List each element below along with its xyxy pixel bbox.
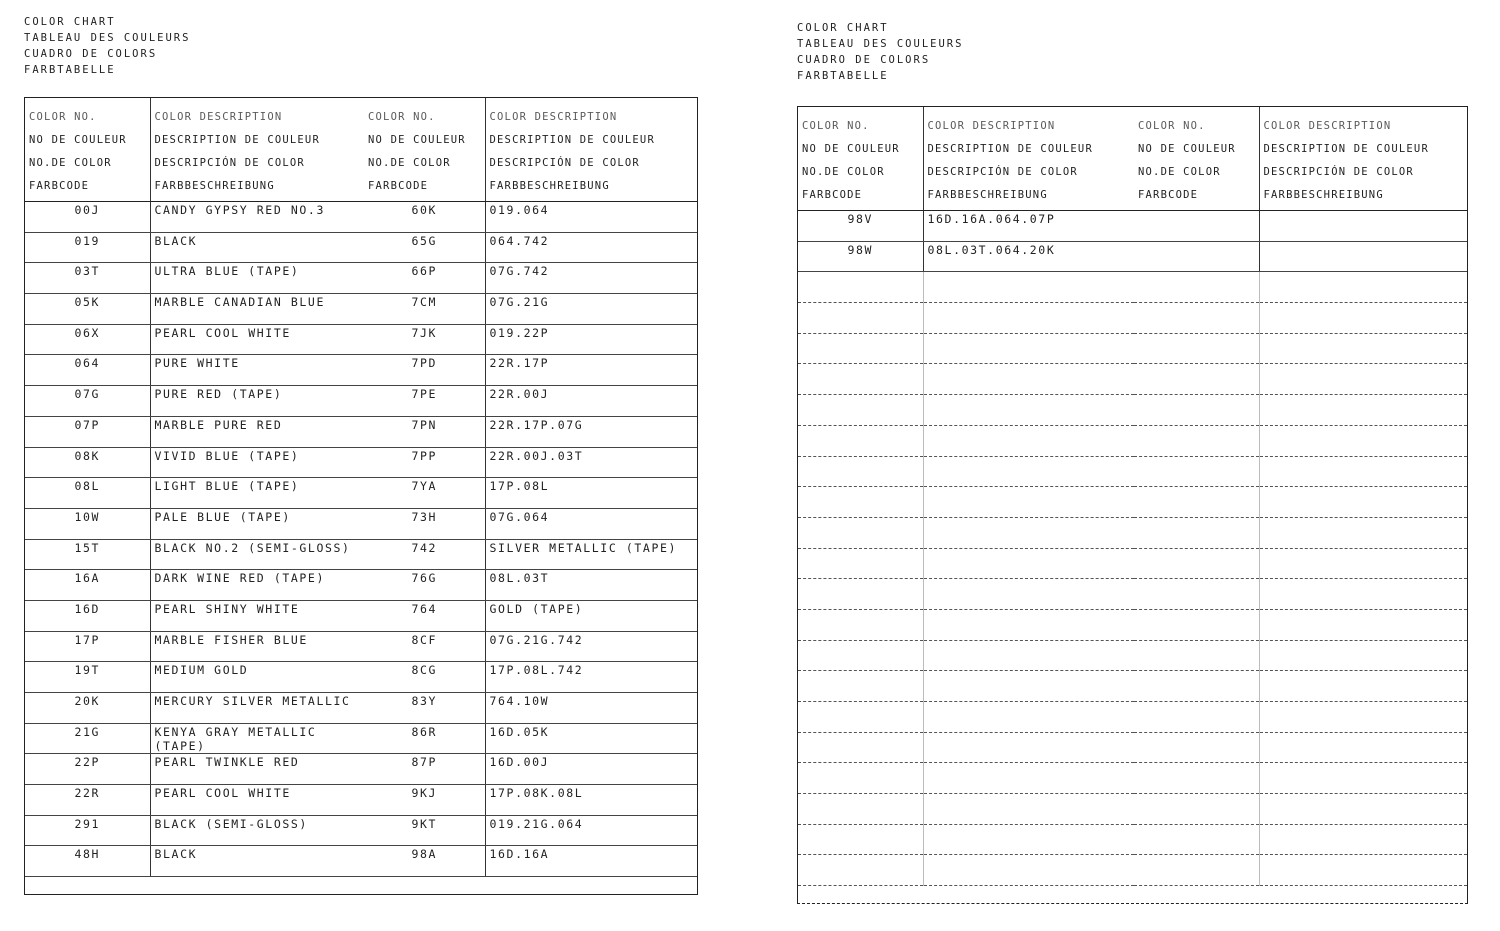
color-code-cell: 7JK xyxy=(364,324,485,355)
table-row xyxy=(25,754,697,785)
color-code-cell xyxy=(1134,517,1259,548)
color-description-cell: DARK WINE RED (TAPE) xyxy=(150,570,364,601)
color-code-cell xyxy=(1134,241,1259,272)
color-description-cell: 07G.742 xyxy=(485,263,697,294)
table-row xyxy=(25,386,697,417)
color-description-cell: MARBLE PURE RED xyxy=(150,416,364,447)
color-description-cell xyxy=(1259,303,1467,334)
color-description-cell: 019.064 xyxy=(485,202,697,233)
color-code-cell: 87P xyxy=(364,754,485,785)
table-row xyxy=(798,640,1467,671)
color-description-cell xyxy=(923,425,1134,456)
color-code-cell xyxy=(1134,763,1259,794)
color-description-cell: 22R.17P xyxy=(485,355,697,386)
color-description-cell xyxy=(923,456,1134,487)
color-code-cell xyxy=(798,763,923,794)
chart-titles-2 xyxy=(797,20,963,84)
color-code-cell: 83Y xyxy=(364,693,485,724)
table-header-row xyxy=(798,107,1467,211)
color-code-cell: 06X xyxy=(25,324,150,355)
color-code-cell xyxy=(1134,702,1259,733)
color-description-cell: PURE WHITE xyxy=(150,355,364,386)
color-code-cell: 20K xyxy=(25,693,150,724)
color-description-cell xyxy=(1259,824,1467,855)
color-code-cell: 21G xyxy=(25,723,150,754)
header-color-description-2: COLOR DESCRIPTION DESCRIPTION DE COULEUR DESCRIPCIÓN DE COLOR FARBBESCHREIBUNG xyxy=(1259,107,1467,211)
color-description-cell: PURE RED (TAPE) xyxy=(150,386,364,417)
header-color-description: COLOR DESCRIPTION DESCRIPTION DE COULEUR DESCRIPCIÓN DE COLOR FARBBESCHREIBUNG xyxy=(150,98,364,202)
color-description-cell: VIVID BLUE (TAPE) xyxy=(150,447,364,478)
color-description-cell xyxy=(923,609,1134,640)
header-color-no-2: COLOR NO. NO DE COULEUR NO.DE COLOR FARBCODE xyxy=(1134,107,1259,211)
table-row xyxy=(25,324,697,355)
color-code-cell xyxy=(1134,487,1259,518)
color-description-cell: PEARL COOL WHITE xyxy=(150,324,364,355)
color-description-cell xyxy=(1259,364,1467,395)
table-row xyxy=(798,517,1467,548)
color-code-cell xyxy=(798,824,923,855)
color-code-cell xyxy=(1134,425,1259,456)
title-de: FARBTABELLE xyxy=(797,70,889,82)
table-row xyxy=(798,732,1467,763)
color-description-cell: 07G.064 xyxy=(485,508,697,539)
table-row xyxy=(25,478,697,509)
table-row xyxy=(25,508,697,539)
color-description-cell xyxy=(1259,609,1467,640)
color-description-cell: MEDIUM GOLD xyxy=(150,662,364,693)
color-code-cell xyxy=(798,794,923,825)
color-description-cell xyxy=(923,548,1134,579)
table-row xyxy=(798,211,1467,242)
color-code-cell xyxy=(798,456,923,487)
color-code-cell xyxy=(798,732,923,763)
color-code-cell: 98W xyxy=(798,241,923,272)
color-description-cell xyxy=(923,702,1134,733)
table-row xyxy=(798,855,1467,886)
title-fr: TABLEAU DES COULEURS xyxy=(24,32,191,44)
color-code-cell xyxy=(798,364,923,395)
color-code-cell xyxy=(798,702,923,733)
color-description-cell: KENYA GRAY METALLIC (TAPE) xyxy=(150,723,364,754)
table-row xyxy=(798,425,1467,456)
color-code-cell xyxy=(1134,579,1259,610)
color-description-cell: 17P.08L xyxy=(485,478,697,509)
color-code-cell: 60K xyxy=(364,202,485,233)
title-de: FARBTABELLE xyxy=(24,64,116,76)
color-code-cell: 7PD xyxy=(364,355,485,386)
table-row xyxy=(25,723,697,754)
color-table-frame xyxy=(24,97,698,895)
color-description-cell: 17P.08K.08L xyxy=(485,785,697,816)
color-description-cell: BLACK (SEMI-GLOSS) xyxy=(150,815,364,846)
color-code-cell xyxy=(1134,732,1259,763)
color-code-cell xyxy=(1134,609,1259,640)
color-description-cell xyxy=(1259,425,1467,456)
color-code-cell xyxy=(1134,548,1259,579)
color-description-cell: 16D.00J xyxy=(485,754,697,785)
color-description-cell xyxy=(1259,333,1467,364)
color-description-cell: 17P.08L.742 xyxy=(485,662,697,693)
color-description-cell xyxy=(1259,456,1467,487)
color-description-cell xyxy=(1259,702,1467,733)
color-description-cell xyxy=(1259,241,1467,272)
table-row xyxy=(25,846,697,877)
color-description-cell: BLACK xyxy=(150,846,364,877)
color-description-cell: 22R.00J.03T xyxy=(485,447,697,478)
color-code-cell xyxy=(1134,824,1259,855)
table-row xyxy=(25,416,697,447)
color-code-cell xyxy=(798,640,923,671)
color-code-cell xyxy=(1134,794,1259,825)
color-description-cell xyxy=(1259,579,1467,610)
color-description-cell xyxy=(923,671,1134,702)
color-code-cell: 10W xyxy=(25,508,150,539)
color-code-cell: 76G xyxy=(364,570,485,601)
table-body xyxy=(798,211,1467,886)
table-row xyxy=(25,600,697,631)
table-row xyxy=(798,333,1467,364)
color-code-cell: 019 xyxy=(25,232,150,263)
color-code-cell: 16A xyxy=(25,570,150,601)
table-row xyxy=(25,232,697,263)
table-row xyxy=(798,579,1467,610)
header-color-no-2: COLOR NO. NO DE COULEUR NO.DE COLOR FARBCODE xyxy=(364,98,485,202)
table-row xyxy=(798,824,1467,855)
color-description-cell: MARBLE FISHER BLUE xyxy=(150,631,364,662)
table-row xyxy=(25,785,697,816)
color-description-cell: ULTRA BLUE (TAPE) xyxy=(150,263,364,294)
color-code-cell: 7PE xyxy=(364,386,485,417)
color-code-cell: 9KT xyxy=(364,815,485,846)
title-fr: TABLEAU DES COULEURS xyxy=(797,38,964,50)
header-color-no: COLOR NO. NO DE COULEUR NO.DE COLOR FARBCODE xyxy=(25,98,150,202)
header-color-description: COLOR DESCRIPTION DESCRIPTION DE COULEUR DESCRIPCIÓN DE COLOR FARBBESCHREIBUNG xyxy=(923,107,1134,211)
table-row xyxy=(25,570,697,601)
table-row xyxy=(25,539,697,570)
title-es: CUADRO DE COLORS xyxy=(24,48,158,60)
color-description-cell xyxy=(923,579,1134,610)
color-code-cell xyxy=(798,855,923,886)
table-row xyxy=(25,662,697,693)
table-row xyxy=(798,548,1467,579)
color-description-cell xyxy=(1259,395,1467,426)
table-row xyxy=(798,609,1467,640)
color-description-cell: PEARL COOL WHITE xyxy=(150,785,364,816)
color-description-cell: MARBLE CANADIAN BLUE xyxy=(150,294,364,325)
color-description-cell xyxy=(923,333,1134,364)
table-row xyxy=(798,487,1467,518)
color-description-cell: 019.21G.064 xyxy=(485,815,697,846)
color-code-cell: 66P xyxy=(364,263,485,294)
color-code-cell: 65G xyxy=(364,232,485,263)
color-code-cell xyxy=(798,425,923,456)
color-table-2 xyxy=(798,107,1467,886)
color-code-cell: 16D xyxy=(25,600,150,631)
color-description-cell: GOLD (TAPE) xyxy=(485,600,697,631)
table-row xyxy=(25,631,697,662)
color-code-cell xyxy=(798,517,923,548)
color-code-cell: 22P xyxy=(25,754,150,785)
color-code-cell: 8CG xyxy=(364,662,485,693)
color-description-cell xyxy=(923,364,1134,395)
color-code-cell: 764 xyxy=(364,600,485,631)
color-code-cell xyxy=(1134,303,1259,334)
color-table-frame-2 xyxy=(797,106,1468,904)
color-code-cell: 98A xyxy=(364,846,485,877)
color-code-cell xyxy=(1134,395,1259,426)
color-description-cell xyxy=(1259,671,1467,702)
table-row xyxy=(798,303,1467,334)
color-code-cell: 73H xyxy=(364,508,485,539)
color-code-cell: 86R xyxy=(364,723,485,754)
table-row xyxy=(25,202,697,233)
color-code-cell xyxy=(798,303,923,334)
color-code-cell: 064 xyxy=(25,355,150,386)
color-code-cell xyxy=(1134,364,1259,395)
color-code-cell: 7PN xyxy=(364,416,485,447)
color-description-cell: 08L.03T xyxy=(485,570,697,601)
color-description-cell xyxy=(1259,794,1467,825)
table-row xyxy=(798,395,1467,426)
color-description-cell: 16D.16A.064.07P xyxy=(923,211,1134,242)
color-code-cell xyxy=(798,272,923,303)
color-code-cell: 742 xyxy=(364,539,485,570)
table-row xyxy=(798,671,1467,702)
color-code-cell: 03T xyxy=(25,263,150,294)
color-code-cell: 07G xyxy=(25,386,150,417)
color-description-cell xyxy=(1259,517,1467,548)
color-description-cell xyxy=(923,763,1134,794)
table-header-row xyxy=(25,98,697,202)
color-description-cell: 07G.21G xyxy=(485,294,697,325)
color-description-cell xyxy=(1259,272,1467,303)
color-description-cell xyxy=(923,794,1134,825)
color-description-cell: PALE BLUE (TAPE) xyxy=(150,508,364,539)
color-code-cell xyxy=(798,395,923,426)
table-row xyxy=(798,763,1467,794)
color-code-cell: 22R xyxy=(25,785,150,816)
color-code-cell: 7YA xyxy=(364,478,485,509)
title-en: COLOR CHART xyxy=(797,22,889,34)
color-code-cell: 05K xyxy=(25,294,150,325)
color-description-cell: 16D.05K xyxy=(485,723,697,754)
color-code-cell: 07P xyxy=(25,416,150,447)
color-code-cell xyxy=(1134,211,1259,242)
color-description-cell xyxy=(1259,211,1467,242)
chart-titles xyxy=(24,14,190,78)
title-en: COLOR CHART xyxy=(24,16,116,28)
color-description-cell: 064.742 xyxy=(485,232,697,263)
color-description-cell: 22R.17P.07G xyxy=(485,416,697,447)
table-row xyxy=(798,272,1467,303)
color-code-cell: 7CM xyxy=(364,294,485,325)
title-es: CUADRO DE COLORS xyxy=(797,54,931,66)
color-description-cell xyxy=(923,487,1134,518)
color-description-cell: 16D.16A xyxy=(485,846,697,877)
color-description-cell: 08L.03T.064.20K xyxy=(923,241,1134,272)
color-code-cell xyxy=(1134,272,1259,303)
table-row xyxy=(798,456,1467,487)
table-row xyxy=(798,364,1467,395)
color-description-cell xyxy=(1259,548,1467,579)
table-row xyxy=(798,702,1467,733)
color-code-cell xyxy=(798,333,923,364)
color-code-cell: 00J xyxy=(25,202,150,233)
color-description-cell xyxy=(1259,855,1467,886)
table-row xyxy=(798,241,1467,272)
table-row xyxy=(25,263,697,294)
color-description-cell: LIGHT BLUE (TAPE) xyxy=(150,478,364,509)
color-table xyxy=(25,98,697,877)
color-description-cell: CANDY GYPSY RED NO.3 xyxy=(150,202,364,233)
color-description-cell xyxy=(923,732,1134,763)
color-code-cell: 48H xyxy=(25,846,150,877)
color-code-cell: 291 xyxy=(25,815,150,846)
color-description-cell xyxy=(1259,732,1467,763)
color-description-cell: BLACK xyxy=(150,232,364,263)
color-code-cell xyxy=(798,671,923,702)
color-description-cell: MERCURY SILVER METALLIC xyxy=(150,693,364,724)
color-code-cell: 17P xyxy=(25,631,150,662)
color-code-cell xyxy=(798,609,923,640)
color-description-cell: PEARL SHINY WHITE xyxy=(150,600,364,631)
table-row xyxy=(25,815,697,846)
color-description-cell xyxy=(923,272,1134,303)
color-code-cell: 7PP xyxy=(364,447,485,478)
color-description-cell xyxy=(923,517,1134,548)
color-code-cell: 9KJ xyxy=(364,785,485,816)
color-description-cell xyxy=(1259,763,1467,794)
table-row xyxy=(25,693,697,724)
color-description-cell: 019.22P xyxy=(485,324,697,355)
table-row xyxy=(798,794,1467,825)
table-row xyxy=(25,355,697,386)
header-color-description-2: COLOR DESCRIPTION DESCRIPTION DE COULEUR DESCRIPCIÓN DE COLOR FARBBESCHREIBUNG xyxy=(485,98,697,202)
color-code-cell: 15T xyxy=(25,539,150,570)
color-code-cell xyxy=(798,548,923,579)
table-row xyxy=(25,447,697,478)
color-code-cell xyxy=(1134,855,1259,886)
color-description-cell: 07G.21G.742 xyxy=(485,631,697,662)
color-code-cell xyxy=(798,579,923,610)
color-code-cell xyxy=(1134,456,1259,487)
header-color-no: COLOR NO. NO DE COULEUR NO.DE COLOR FARBCODE xyxy=(798,107,923,211)
color-description-cell: 22R.00J xyxy=(485,386,697,417)
color-code-cell xyxy=(1134,671,1259,702)
color-description-cell: 764.10W xyxy=(485,693,697,724)
color-code-cell: 08K xyxy=(25,447,150,478)
color-description-cell: PEARL TWINKLE RED xyxy=(150,754,364,785)
color-code-cell: 98V xyxy=(798,211,923,242)
table-body xyxy=(25,202,697,877)
color-description-cell xyxy=(923,640,1134,671)
color-code-cell: 08L xyxy=(25,478,150,509)
color-description-cell xyxy=(923,303,1134,334)
color-description-cell: BLACK NO.2 (SEMI-GLOSS) xyxy=(150,539,364,570)
color-code-cell xyxy=(1134,640,1259,671)
color-description-cell xyxy=(1259,640,1467,671)
color-description-cell xyxy=(923,824,1134,855)
color-code-cell xyxy=(798,487,923,518)
color-description-cell xyxy=(923,855,1134,886)
color-description-cell xyxy=(923,395,1134,426)
color-code-cell: 19T xyxy=(25,662,150,693)
color-description-cell: SILVER METALLIC (TAPE) xyxy=(485,539,697,570)
color-code-cell xyxy=(1134,333,1259,364)
table-row xyxy=(25,294,697,325)
color-description-cell xyxy=(1259,487,1467,518)
color-code-cell: 8CF xyxy=(364,631,485,662)
